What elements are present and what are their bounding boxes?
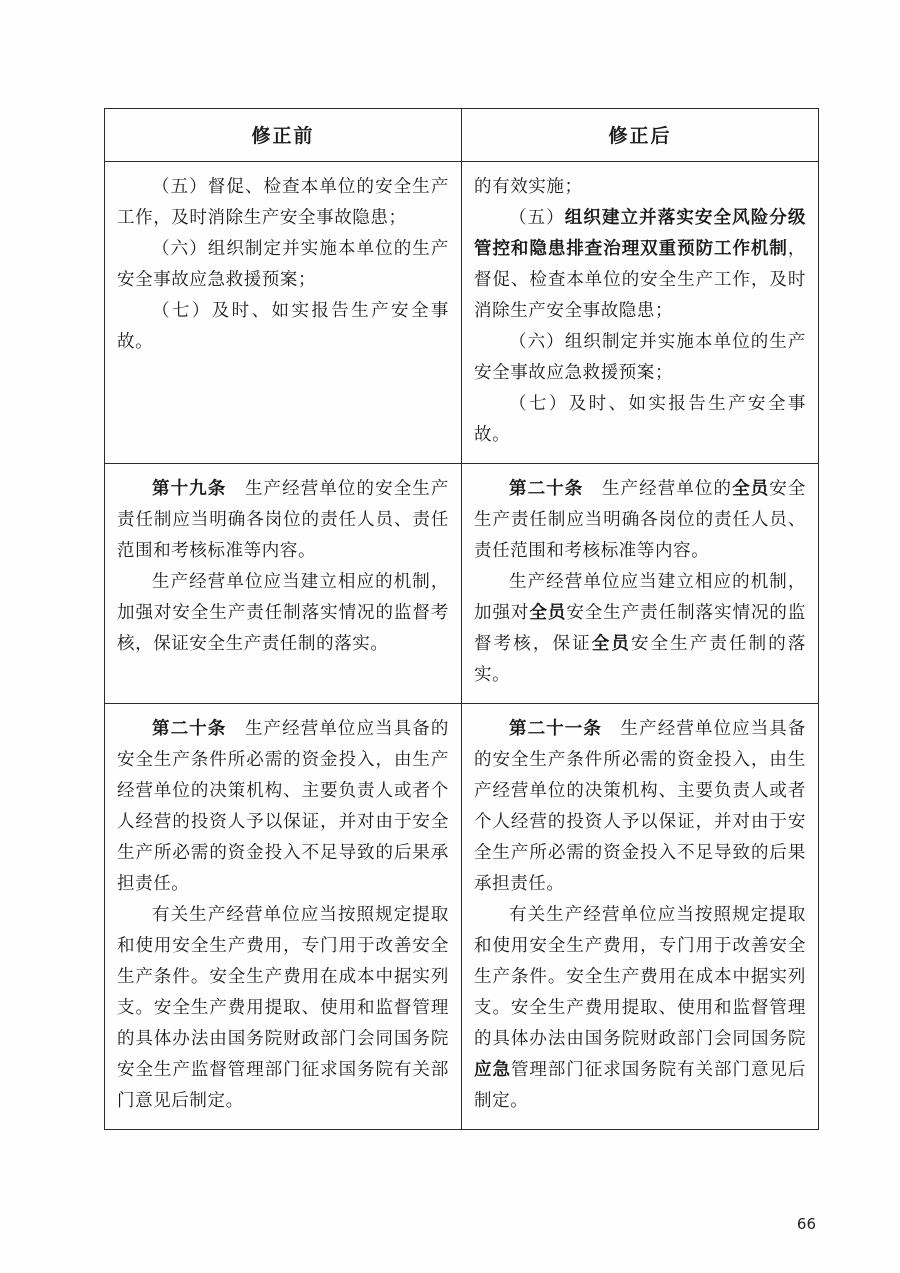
amended-text: 组织建立并落实安全风险分级管控和隐患排查治理双重预防工作机制: [474, 208, 806, 259]
table-row: [105, 704, 819, 1130]
page-number: 66: [796, 1215, 816, 1233]
paragraph: [474, 172, 806, 203]
cell-after-2: [462, 464, 819, 704]
body-text: 有关生产经营单位应当按照规定提取和使用安全生产费用，专门用于改善安全生产条件。安全生产费用在成本中据实列支。安全生产费用提取、使用和监督管理的具体办法由国务院财政部门会同国务院安全生产监督管理部门征求国务院有关部门意见后制定。: [117, 905, 449, 1111]
paragraph: [474, 327, 806, 389]
column-header-after: 修正后: [462, 109, 819, 162]
table-header-row: [105, 109, 819, 162]
paragraph: [117, 900, 449, 1117]
body-text: （五）: [509, 208, 565, 228]
paragraph: （五）督促、检查本单位的安全生产工作，及时消除生产安全事故隐患；: [117, 177, 449, 228]
body-text: 安全生产责任制应当明确各岗位的责任人员、责任范围和考核标准等内容。: [474, 479, 806, 561]
paragraph: （六）组织制定并实施本单位的生产安全事故应急救援预案；: [117, 239, 449, 290]
paragraph: （七）及时、如实报告生产安全事故。: [117, 301, 449, 352]
cell-before-1: [105, 162, 462, 464]
paragraph: [474, 900, 806, 1117]
paragraph: [474, 474, 806, 567]
cell-before-3: [105, 704, 462, 1130]
amended-text: 应急: [474, 1060, 511, 1080]
amended-text: 全员: [732, 479, 770, 499]
body-text: 生产经营单位应当建立相应的机制，加强对: [474, 572, 806, 623]
paragraph: [474, 567, 806, 691]
body-text: ，督促、检查本单位的安全生产工作，及时消除生产安全事故隐患；: [474, 239, 806, 321]
amended-text: 全员: [529, 603, 567, 623]
column-header-before: 修正前: [105, 109, 462, 162]
amended-text: 全员: [591, 634, 631, 654]
table-body: [105, 162, 819, 1130]
amended-text: 第二十条: [509, 479, 584, 499]
paragraph: [474, 203, 806, 327]
body-text: 生产经营单位应当具备的安全生产条件所必需的资金投入，由生产经营单位的决策机构、主要负责人或者个人经营的投资人予以保证，并对由于安全生产所必需的资金投入不足导致的后果承担责任。: [117, 719, 449, 894]
body-text: 生产经营单位的安全生产责任制应当明确各岗位的责任人员、责任范围和考核标准等内容。: [117, 479, 449, 561]
cell-before-2: [105, 464, 462, 704]
paragraph: [117, 474, 449, 567]
body-text: 生产经营单位的: [583, 479, 733, 499]
paragraph: [117, 714, 449, 900]
paragraph: [117, 567, 449, 660]
body-text: 安全生产责任制落实情况的监督考核，保证: [474, 603, 806, 654]
body-text: 生产经营单位应当建立相应的机制，加强对安全生产责任制落实情况的监督考核，保证安全生产责任制的落实。: [117, 572, 449, 654]
amended-text: 第二十一条: [509, 719, 602, 739]
amended-text: 第十九条: [152, 479, 227, 499]
cell-after-1: [462, 162, 819, 464]
table-row: [105, 162, 819, 464]
comparison-table: [104, 108, 819, 1130]
body-text: （七）及时、如实报告生产安全事故。: [474, 394, 806, 445]
amended-text: 第二十条: [152, 719, 227, 739]
body-text: 生产经营单位应当具备的安全生产条件所必需的资金投入，由生产经营单位的决策机构、主要负责人或者个人经营的投资人予以保证，并对由于安全生产所必需的资金投入不足导致的后果承担责任。: [474, 719, 806, 894]
table-row: [105, 464, 819, 704]
paragraph: [474, 714, 806, 900]
comparison-table-wrapper: [104, 108, 816, 1130]
cell-after-3: [462, 704, 819, 1130]
body-text: 安全生产责任制的落实。: [474, 634, 807, 685]
body-text: 管理部门征求国务院有关部门意见后制定。: [474, 1060, 806, 1111]
body-text: 的有效实施；: [474, 177, 583, 197]
paragraph: [474, 389, 806, 451]
body-text: （六）组织制定并实施本单位的生产安全事故应急救援预案；: [474, 332, 806, 383]
body-text: 有关生产经营单位应当按照规定提取和使用安全生产费用，专门用于改善安全生产条件。安全生产费用在成本中据实列支。安全生产费用提取、使用和监督管理的具体办法由国务院财政部门会同国务院: [474, 905, 806, 1049]
